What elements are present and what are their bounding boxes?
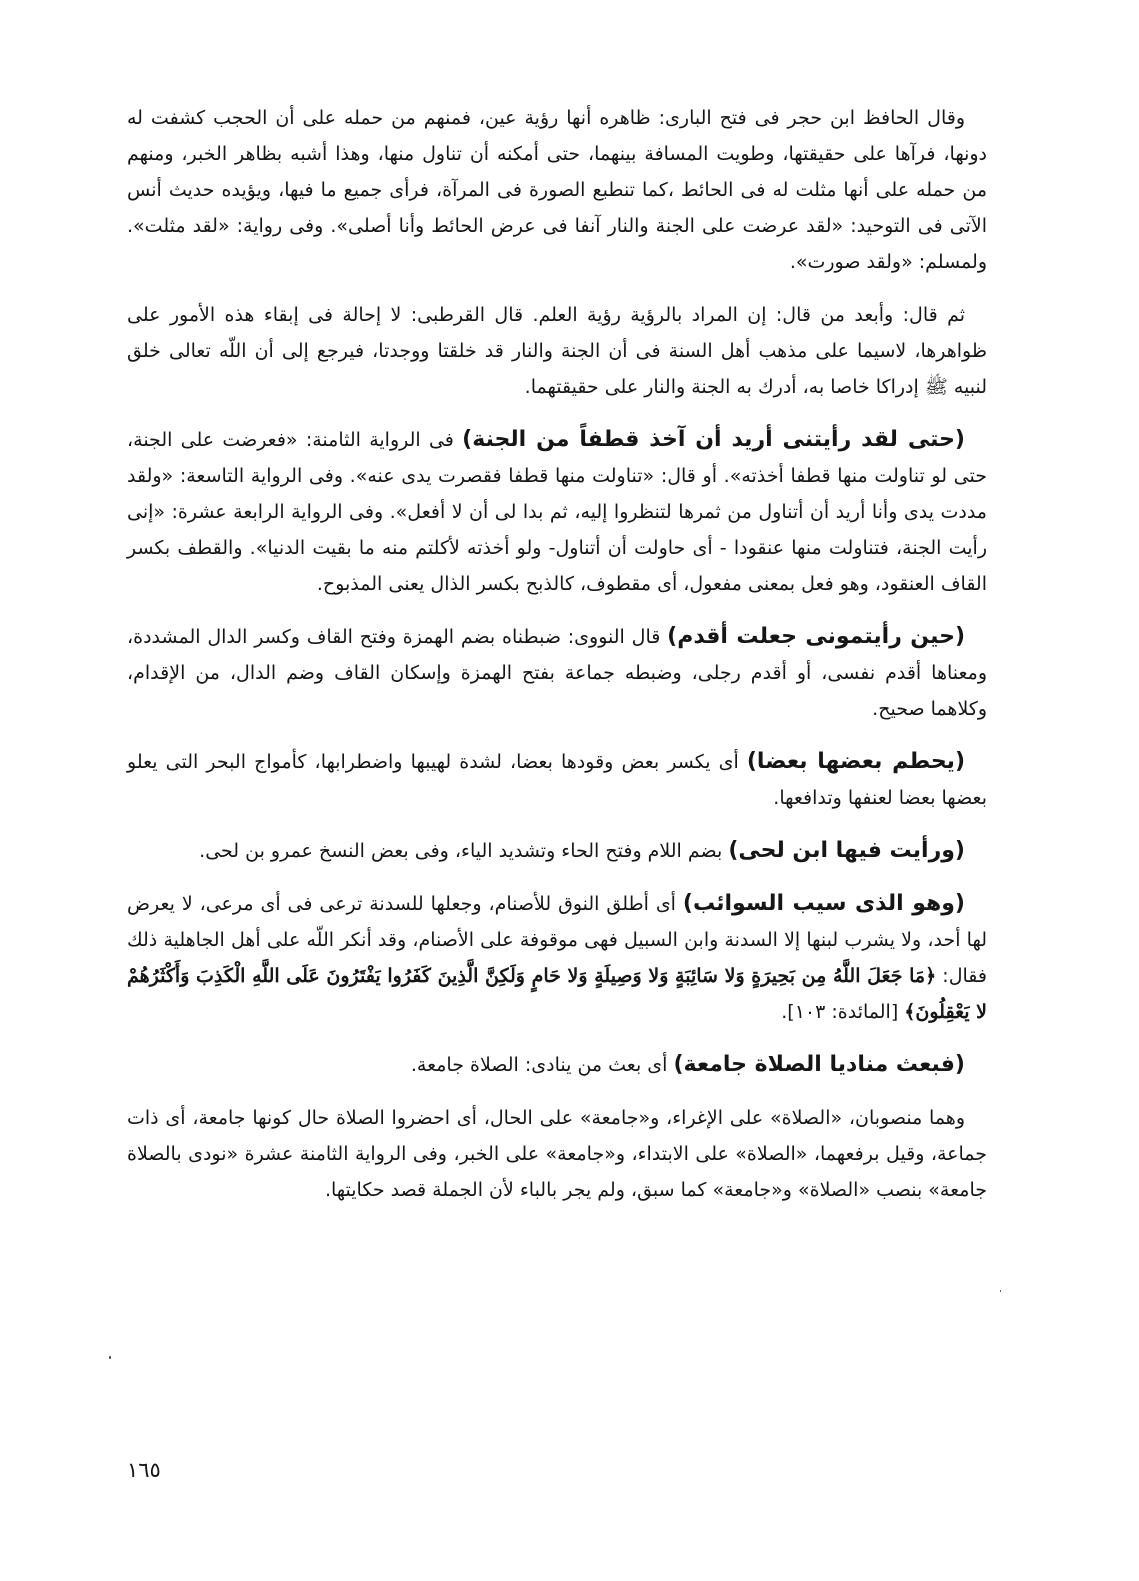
quran-verse: ﴿مَا جَعَلَ اللَّهُ مِن بَحِيرَةٍ وَلا سَائِبَةٍ وَلا وَصِيلَةٍ وَلا حَامٍ وَلَكِنَّ الَّذِينَ كَفَرُوا يَفْتَرُونَ عَلَى اللَّهِ الْكَذِبَ وَأَكْثَرُهُمْ لا يَعْقِلُونَ﴾ — [127, 965, 987, 1023]
page-body — [127, 100, 987, 1225]
paragraph-text: بضم اللام وفتح الحاء وتشديد الياء، وفى بعض النسخ عمرو بن لحى. — [199, 840, 729, 862]
page-number: ١٦٥ — [127, 1458, 161, 1482]
scan-speck — [1000, 1290, 1001, 1292]
paragraph-5 — [127, 744, 987, 816]
paragraph-text: أى بعث من ينادى: الصلاة جامعة. — [410, 1054, 674, 1076]
scan-speck — [109, 1356, 111, 1359]
paragraph-4 — [127, 619, 987, 727]
lemma-heading: (حتى لقد رأيتنى أريد أن آخذ قطفاً من الجنة) — [462, 427, 965, 452]
paragraph-text: أى يكسر بعض وقودها بعضا، لشدة لهيبها واضطرابها، كأمواج البحر التى يعلو بعضها بعضا لعنفها وتدافعها. — [127, 751, 987, 809]
lemma-heading: (فبعث مناديا الصلاة جامعة) — [673, 1052, 965, 1077]
lemma-heading: (حين رأيتمونى جعلت أقدم) — [667, 624, 965, 649]
paragraph-1 — [127, 100, 987, 280]
paragraph-text: فى الرواية الثامنة: «فعرضت على الجنة، حتى لو تناولت منها قطفا أخذته». أو قال: «تناولت منها قطفا فقصرت يدى عنه». وفى الرواية التاسعة: «ولقد مددت يدى وأنا أريد أن أتناول من ثمرها لتنظروا إليه، ثم بدا لى أن لا أفعل». وفى الرواية الرابعة عشرة: «إنى رأيت الجنة، فتناولت منها عنقودا - أى حاولت أن أتناول- ولو أخذته لأكلتم منه ما بقيت الدنيا». والقطف بكسر القاف العنقود، وهو فعل بمعنى مفعول، أى مقطوف، كالذبح بكسر الذال يعنى المذبوح. — [127, 429, 987, 595]
lemma-heading: (وهو الذى سيب السوائب) — [682, 891, 965, 916]
paragraph-text: وقال الحافظ ابن حجر فى فتح البارى: ظاهره أنها رؤية عين، فمنهم من حمله على أن الحجب كشفت له دونها، فرآها على حقيقتها، وطويت المسافة بينهما، حتى أمكنه أن تناول منها، وهذا أشبه بظاهر الخبر، ومنهم من حمله على أنها مثلت له فى الحائط ،كما تنطبع الصورة فى المرآة، فرأى جميع ما فيها، ويؤيده حديث أنس الآتى فى التوحيد: «لقد عرضت على الجنة والنار آنفا فى عرض الحائط وأنا أصلى». وفى رواية: «لقد مثلت». ولمسلم: «ولقد صورت». — [127, 107, 987, 273]
paragraph-2 — [127, 297, 987, 405]
paragraph-text: قال النووى: ضبطناه بضم الهمزة وفتح القاف وكسر الدال المشددة، ومعناها أقدم نفسى، أو أقدم رجلى، وضبطه جماعة بفتح الهمزة وإسكان القاف وضم الدال، من الإقدام، وكلاهما صحيح. — [127, 626, 987, 720]
paragraph-text: أى أطلق النوق للأصنام، وجعلها للسدنة ترعى فى أى مرعى، لا يعرض لها أحد، ولا يشرب لبنها إلا السدنة وابن السبيل فهى موقوفة على الأصنام، وقد أنكر اللّه على أهل الجاهلية ذلك فقال: — [127, 893, 987, 987]
lemma-heading: (ورأيت فيها ابن لحى) — [728, 838, 965, 863]
paragraph-9 — [127, 1100, 987, 1208]
paragraph-text: وهما منصوبان، «الصلاة» على الإغراء، و«جامعة» على الحال، أى احضروا الصلاة حال كونها جامعة، أى ذات جماعة، وقيل برفعهما، «الصلاة» على الابتداء، و«جامعة» على الخبر، وفى الرواية الثامنة عشرة «نودى بالصلاة جامعة» بنصب «الصلاة» و«جامعة» كما سبق، ولم يجر بالباء لأن الجملة قصد حكايتها. — [127, 1107, 987, 1201]
paragraph-7 — [127, 886, 987, 1030]
paragraph-3 — [127, 422, 987, 602]
paragraph-8 — [127, 1047, 987, 1083]
paragraph-6 — [127, 833, 987, 869]
paragraph-text: ثم قال: وأبعد من قال: إن المراد بالرؤية رؤية العلم. قال القرطبى: لا إحالة فى إبقاء هذه الأمور على ظواهرها، لاسيما على مذهب أهل السنة فى أن الجنة والنار قد خلقتا ووجدتا، فيرجع إلى أن اللّه تعالى خلق لنبيه ﷺ إدراكا خاصا به، أدرك به الجنة والنار على حقيقتهما. — [127, 304, 987, 398]
lemma-heading: (يحطم بعضها بعضا) — [746, 749, 966, 774]
verse-citation: [المائدة: ١٠٣]. — [781, 1001, 905, 1023]
